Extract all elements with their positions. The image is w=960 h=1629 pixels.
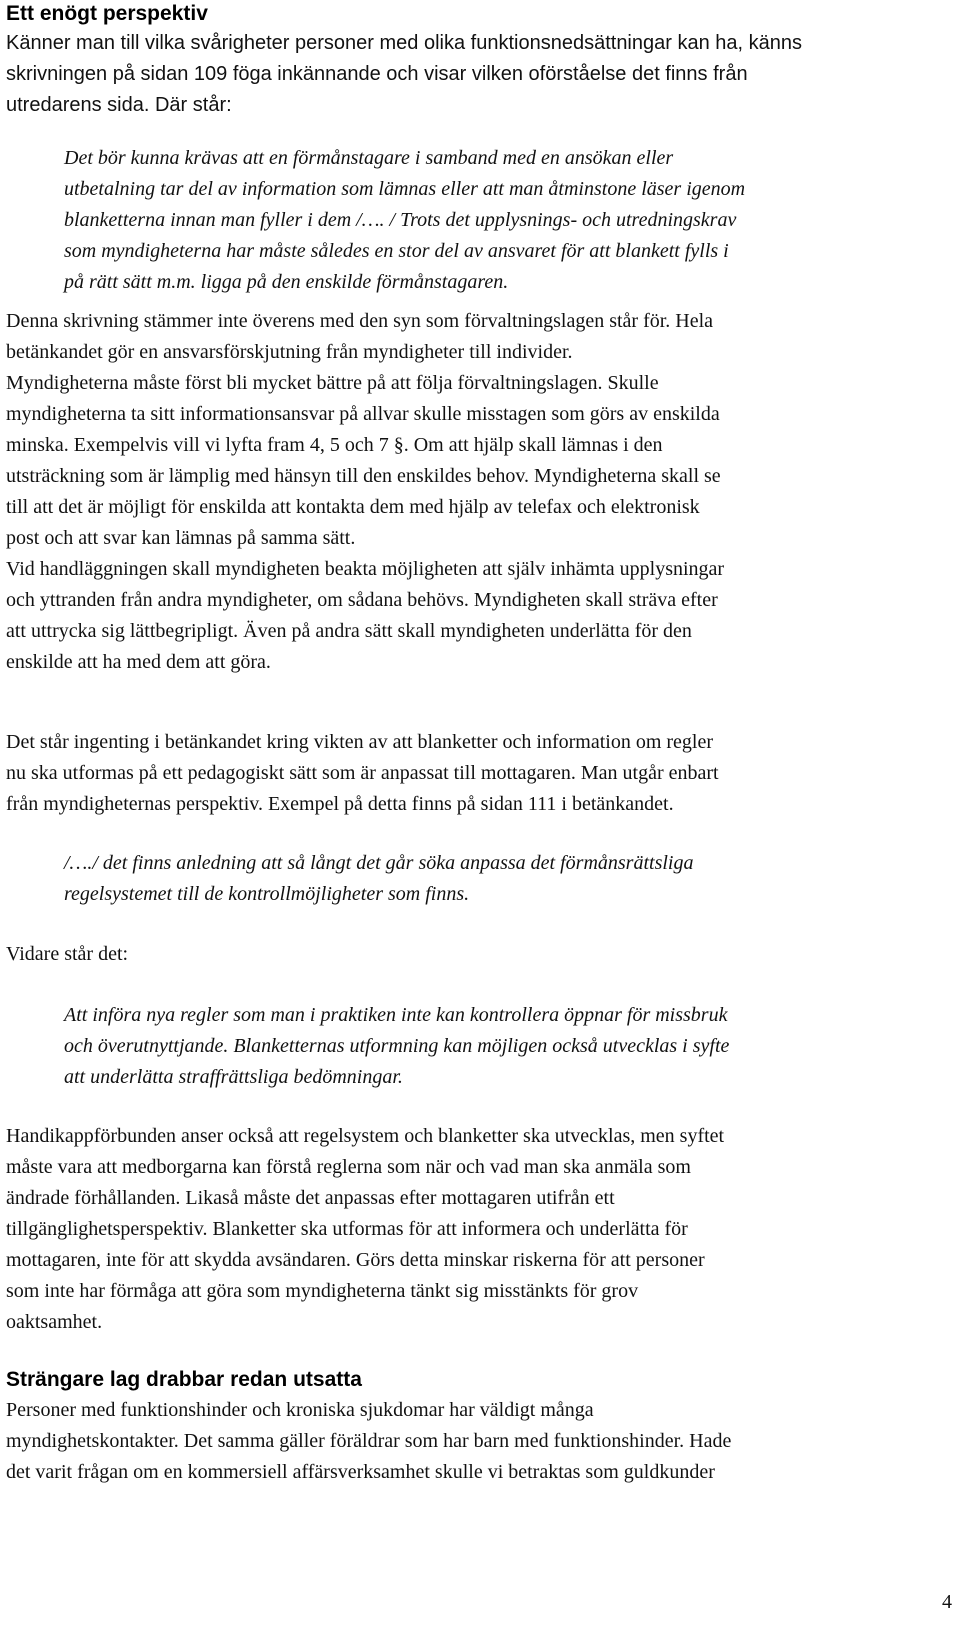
quote-line: Det bör kunna krävas att en förmånstagare i samband med en ansökan eller <box>64 147 674 169</box>
body-paragraph <box>6 1395 954 1488</box>
quote-line: regelsystemet till de kontrollmöjligheter som finns. <box>64 883 470 905</box>
block-quote <box>64 143 954 298</box>
body-paragraph <box>6 1121 954 1338</box>
text-line: myndigheterna ta sitt informationsansvar på allvar skulle misstagen som görs av enskilda <box>6 403 720 425</box>
text-line: tillgänglighetsperspektiv. Blanketter ska utformas för att informera och underlätta för <box>6 1218 688 1240</box>
text-line: post och att svar kan lämnas på samma sätt. <box>6 527 356 549</box>
quote-line: på rätt sätt m.m. ligga på den enskilde förmånstagaren. <box>64 271 509 293</box>
text-line: Känner man till vilka svårigheter personer med olika funktionsnedsättningar kan ha, känns <box>6 32 802 54</box>
text-line: till att det är möjligt för enskilda att kontakta dem med hjälp av telefax och elektronisk <box>6 496 700 518</box>
text-line: Personer med funktionshinder och kroniska sjukdomar har väldigt många <box>6 1399 594 1421</box>
text-line: och yttranden från andra myndigheter, om sådana behövs. Myndigheten skall sträva efter <box>6 589 718 611</box>
text-line: enskilde att ha med dem att göra. <box>6 651 271 673</box>
text-line: mottagaren, inte för att skydda avsändaren. Görs detta minskar riskerna för att personer <box>6 1249 705 1271</box>
body-paragraph <box>6 727 954 820</box>
text-line: minska. Exempelvis vill vi lyfta fram 4, 5 och 7 §. Om att hjälp skall lämnas i den <box>6 434 663 456</box>
text-line: oaktsamhet. <box>6 1311 103 1333</box>
text-line: ändrade förhållanden. Likaså måste det anpassas efter mottagaren utifrån ett <box>6 1187 615 1209</box>
page-number: 4 <box>942 1591 952 1613</box>
quote-line: /…./ det finns anledning att så långt det går söka anpassa det förmånsrättsliga <box>64 852 694 874</box>
text-line: nu ska utformas på ett pedagogiskt sätt som är anpassat till mottagaren. Man utgår enbart <box>6 762 719 784</box>
quote-line: att underlätta straffrättsliga bedömningar. <box>64 1066 403 1088</box>
block-quote <box>64 1000 954 1093</box>
text-line: att uttrycka sig lättbegripligt. Även på andra sätt skall myndigheten underlätta för den <box>6 620 692 642</box>
text-line: måste vara att medborgarna kan förstå reglerna som när och vad man ska anmäla som <box>6 1156 691 1178</box>
text-line: skrivningen på sidan 109 föga inkännande och visar vilken oförståelse det finns från <box>6 63 748 85</box>
text-line: från myndigheternas perspektiv. Exempel på detta finns på sidan 111 i betänkandet. <box>6 793 674 815</box>
text-line: som inte har förmåga att göra som myndigheterna tänkt sig misstänkts för grov <box>6 1280 639 1302</box>
quote-line: Att införa nya regler som man i praktiken inte kan kontrollera öppnar för missbruk <box>64 1004 728 1026</box>
text-line: betänkandet gör en ansvarsförskjutning från myndigheter till individer. <box>6 341 573 363</box>
block-quote <box>64 848 954 910</box>
quote-line: utbetalning tar del av information som lämnas eller att man åtminstone läser igenom <box>64 178 746 200</box>
text-line: utredarens sida. Där står: <box>6 94 232 116</box>
quote-line: och överutnyttjande. Blanketternas utformning kan möjligen också utvecklas i syfte <box>64 1035 730 1057</box>
text-line: Det står ingenting i betänkandet kring vikten av att blanketter och information om regler <box>6 731 714 753</box>
quote-line: blanketterna innan man fyller i dem /…. / Trots det upplysnings- och utredningskrav <box>64 209 737 231</box>
text-line: Vidare står det: <box>6 943 129 965</box>
text-line: Myndigheterna måste först bli mycket bättre på att följa förvaltningslagen. Skulle <box>6 372 659 394</box>
text-line: Handikappförbunden anser också att regelsystem och blanketter ska utvecklas, men syftet <box>6 1125 725 1147</box>
intro-paragraph <box>6 28 954 121</box>
section-heading: Strängare lag drabbar redan utsatta <box>6 1368 362 1391</box>
text-line: Denna skrivning stämmer inte överens med den syn som förvaltningslagen står för. Hela <box>6 310 714 332</box>
text-line: det varit frågan om en kommersiell affärsverksamhet skulle vi betraktas som guldkunder <box>6 1461 715 1483</box>
text-line: myndighetskontakter. Det samma gäller föräldrar som har barn med funktionshinder. Hade <box>6 1430 732 1452</box>
body-paragraph <box>6 939 954 970</box>
text-line: utsträckning som är lämplig med hänsyn till den enskildes behov. Myndigheterna skall se <box>6 465 721 487</box>
text-line: Vid handläggningen skall myndigheten beakta möjligheten att själv inhämta upplysningar <box>6 558 725 580</box>
quote-line: som myndigheterna har måste således en stor del av ansvaret för att blankett fylls i <box>64 240 729 262</box>
section-heading: Ett enögt perspektiv <box>6 2 208 25</box>
body-paragraph <box>6 306 954 678</box>
